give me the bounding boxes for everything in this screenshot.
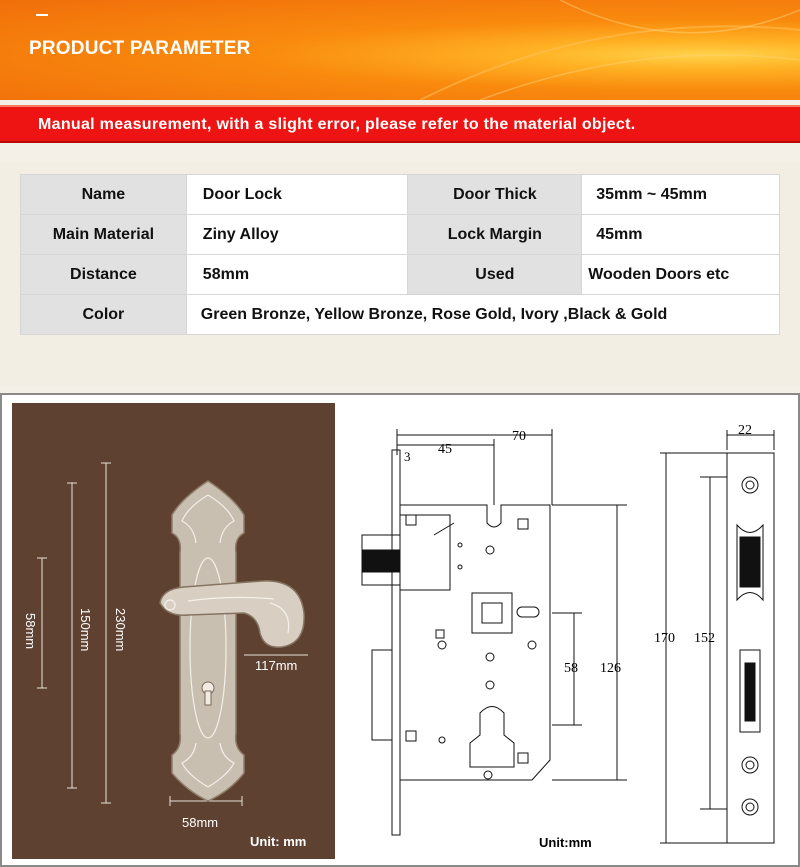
dim-150mm: 150mm — [78, 608, 93, 652]
param-label: Name — [21, 175, 187, 215]
param-value: 45mm — [582, 215, 780, 255]
unit-label-handle: Unit: mm — [250, 834, 307, 849]
banner-dash — [36, 14, 48, 16]
dim-58mm-bottom: 58mm — [182, 815, 219, 830]
dimension-illustration — [0, 393, 800, 867]
dim-45: 45 — [438, 442, 452, 457]
page-title: PRODUCT PARAMETER — [29, 38, 251, 59]
table-row — [21, 295, 780, 335]
param-value: Wooden Doors etc — [582, 255, 780, 295]
parameter-section — [0, 162, 800, 386]
param-label: Main Material — [21, 215, 187, 255]
notice-text: Manual measurement, with a slight error, please refer to the material object. — [38, 116, 636, 133]
dim-58mm-vertical: 58mm — [23, 613, 38, 650]
dim-3: 3 — [404, 449, 411, 464]
table-row — [21, 215, 780, 255]
param-label: Lock Margin — [408, 215, 582, 255]
dim-230mm: 230mm — [113, 608, 128, 652]
measurement-notice — [0, 105, 800, 143]
param-label: Used — [408, 255, 582, 295]
table-row — [21, 175, 780, 215]
header-banner — [0, 0, 800, 100]
param-value: 35mm ~ 45mm — [582, 175, 780, 215]
lock-body-drawing — [342, 395, 800, 867]
dim-117mm: 117mm — [255, 658, 298, 673]
dim-58: 58 — [564, 661, 578, 676]
param-value: Ziny Alloy — [186, 215, 408, 255]
lock-body-svg — [342, 395, 800, 867]
dim-70: 70 — [512, 429, 526, 444]
param-value: 58mm — [186, 255, 408, 295]
unit-label-lockbody: Unit:mm — [539, 835, 592, 850]
table-row — [21, 255, 780, 295]
param-label: Door Thick — [408, 175, 582, 215]
dim-22: 22 — [738, 423, 752, 438]
param-value: Door Lock — [186, 175, 408, 215]
param-label: Color — [21, 295, 187, 335]
handle-panel — [12, 403, 335, 859]
dim-170: 170 — [654, 631, 675, 646]
handle-drawing — [12, 403, 335, 859]
dim-152: 152 — [694, 631, 715, 646]
parameter-table — [20, 174, 780, 335]
param-label: Distance — [21, 255, 187, 295]
param-value-color: Green Bronze, Yellow Bronze, Rose Gold, Ivory ,Black & Gold — [186, 295, 779, 335]
dim-126: 126 — [600, 661, 621, 676]
